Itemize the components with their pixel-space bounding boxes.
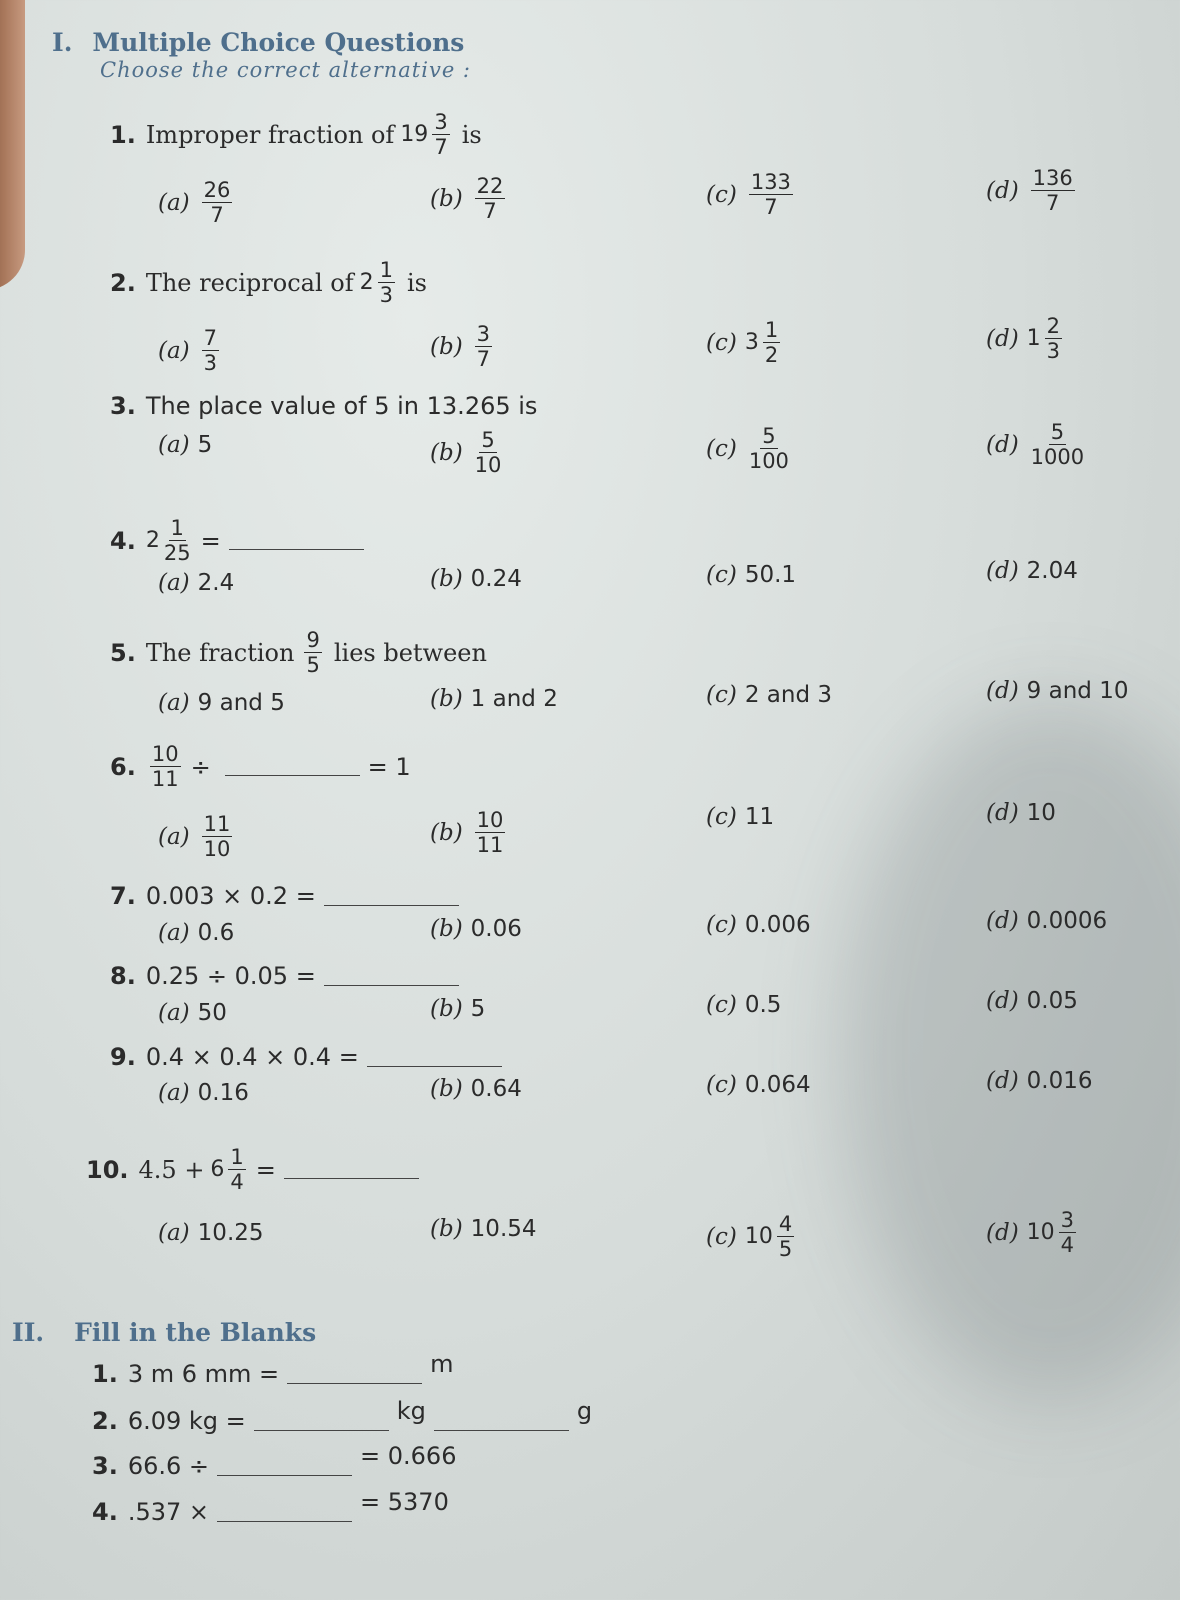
mixed-fraction: [378, 258, 395, 307]
option-c[interactable]: [706, 804, 774, 830]
numerator: 1: [764, 318, 779, 342]
option-a[interactable]: [158, 920, 234, 946]
question-2: [110, 258, 427, 307]
option-label: (b): [430, 185, 463, 212]
option-fraction: [475, 428, 502, 477]
option-d[interactable]: [986, 420, 1088, 469]
question-number: 9.: [110, 1043, 136, 1071]
denominator: 3: [203, 351, 218, 376]
option-c[interactable]: [706, 912, 811, 938]
answer-blank[interactable]: [217, 1457, 352, 1476]
option-label: (d): [986, 678, 1019, 704]
option-a[interactable]: [158, 1080, 249, 1106]
numerator: 26: [203, 178, 231, 202]
option-fraction: [777, 1212, 794, 1261]
option-value: 11: [744, 804, 775, 830]
numerator: 7: [203, 326, 218, 350]
denominator: 7: [210, 203, 224, 228]
option-value: 0.16: [197, 1080, 249, 1106]
numerator: 11: [203, 812, 231, 836]
option-label: (c): [706, 1072, 737, 1098]
question-8: [110, 962, 467, 990]
option-d[interactable]: [986, 800, 1056, 826]
question-text: The place value of 5 in 13.265 is: [145, 392, 538, 420]
option-c[interactable]: [706, 1072, 811, 1098]
option-fraction: [475, 808, 506, 857]
option-value: 2.4: [197, 570, 235, 596]
option-value: 0.64: [470, 1076, 522, 1102]
option-c[interactable]: [706, 424, 793, 473]
option-label: (b): [430, 566, 463, 592]
numerator: 3: [1060, 1208, 1075, 1232]
denominator: 10: [203, 837, 231, 862]
option-fraction: [1031, 166, 1075, 215]
option-a[interactable]: [158, 326, 223, 375]
numerator: 5: [481, 428, 495, 452]
option-label: (d): [986, 908, 1019, 934]
numerator: 5: [1050, 420, 1065, 444]
option-b[interactable]: [430, 1216, 537, 1242]
question-text: lies between: [333, 638, 487, 667]
question-1: [110, 110, 482, 159]
option-fraction: [202, 178, 233, 227]
option-a[interactable]: [158, 812, 236, 861]
option-d[interactable]: [986, 988, 1078, 1014]
answer-blank[interactable]: [367, 1048, 502, 1067]
denominator: 100: [748, 449, 789, 474]
option-fraction: [202, 326, 219, 375]
option-value: 0.006: [744, 912, 811, 938]
section-1-instruction: Choose the correct alternative :: [100, 58, 471, 82]
numerator: 22: [476, 174, 504, 198]
denominator: 10: [474, 453, 502, 478]
question-9: [110, 1043, 510, 1071]
whole-number: 19: [400, 122, 429, 148]
option-label: (c): [706, 992, 737, 1018]
option-value: 0.016: [1026, 1068, 1093, 1094]
question-3: [110, 392, 537, 420]
option-d[interactable]: [986, 1068, 1093, 1094]
section-2-heading: II. Fill in the Blanks: [12, 1318, 317, 1347]
option-b[interactable]: [430, 566, 522, 592]
option-c[interactable]: [706, 1212, 798, 1261]
question-text: is: [406, 268, 427, 297]
answer-blank[interactable]: [324, 967, 459, 986]
fill-item-1: 1. 3 m 6 mm = m: [92, 1350, 454, 1388]
option-c[interactable]: [706, 992, 781, 1018]
answer-blank[interactable]: [254, 1412, 389, 1431]
numerator: 2: [1046, 314, 1061, 338]
option-label: (c): [706, 562, 737, 588]
option-label: (c): [706, 435, 737, 462]
question-text: 0.003 × 0.2 =: [145, 882, 316, 910]
option-label: (a): [158, 1220, 190, 1246]
numerator: 4: [778, 1212, 793, 1236]
section-1-heading: I. Multiple Choice Questions: [52, 28, 465, 57]
option-label: (d): [986, 325, 1019, 352]
option-value: 0.5: [744, 992, 782, 1018]
mixed-fraction: [432, 110, 449, 159]
whole-number: 10: [1026, 1220, 1055, 1246]
denominator: 3: [1046, 339, 1061, 364]
answer-blank[interactable]: [324, 887, 459, 906]
option-b[interactable]: [430, 322, 496, 371]
option-d[interactable]: [986, 558, 1078, 584]
option-fraction: [1059, 1208, 1076, 1257]
fraction: [304, 628, 321, 677]
numerator: 3: [476, 322, 491, 346]
option-value: 5: [470, 996, 486, 1022]
option-fraction: [202, 812, 233, 861]
answer-blank[interactable]: [284, 1160, 419, 1179]
mixed-fraction: [228, 1145, 245, 1194]
option-value: 0.24: [470, 566, 522, 592]
option-label: (d): [986, 800, 1019, 826]
option-label: (a): [158, 690, 190, 716]
denominator: 5: [778, 1237, 793, 1262]
numerator: 10: [476, 808, 504, 832]
option-value: 0.05: [1026, 988, 1078, 1014]
option-value: 0.0006: [1026, 908, 1108, 934]
whole-number: 3: [744, 330, 759, 356]
numerator: 10: [151, 742, 179, 766]
option-b[interactable]: [430, 1076, 522, 1102]
question-number: 3.: [110, 392, 136, 420]
option-fraction: [475, 322, 492, 371]
option-value: 9 and 5: [197, 690, 285, 716]
option-value: 10.54: [470, 1216, 537, 1242]
option-label: (b): [430, 439, 463, 466]
option-c[interactable]: [706, 562, 796, 588]
thumb-finger: [0, 0, 25, 290]
mixed-fraction: [164, 516, 191, 565]
question-number: 5.: [110, 638, 136, 667]
option-a[interactable]: [158, 570, 234, 596]
fill-item-3: 3. 66.6 ÷ = 0.666: [92, 1442, 457, 1480]
option-value: 50: [197, 1000, 227, 1026]
option-d[interactable]: [986, 678, 1128, 704]
denominator: 7: [1046, 191, 1060, 216]
numerator: 3: [434, 110, 448, 134]
option-d[interactable]: [986, 166, 1079, 215]
option-label: (d): [986, 431, 1019, 458]
denominator: 7: [434, 135, 448, 160]
question-7: [110, 882, 467, 910]
question-number: 10.: [86, 1155, 129, 1184]
option-label: (b): [430, 996, 463, 1022]
question-4: [110, 516, 372, 565]
question-text: =: [255, 1155, 276, 1184]
question-text: =: [200, 526, 221, 555]
option-d[interactable]: [986, 314, 1066, 363]
question-6: [110, 742, 411, 791]
option-c[interactable]: [706, 170, 797, 219]
option-d[interactable]: [986, 1208, 1080, 1257]
answer-blank[interactable]: [217, 1503, 352, 1522]
denominator: 11: [476, 833, 504, 858]
question-text: The reciprocal of: [145, 268, 354, 297]
option-fraction: [1045, 314, 1062, 363]
whole-number: 2: [359, 270, 374, 296]
question-text: The fraction: [145, 638, 295, 667]
option-value: 2.04: [1026, 558, 1078, 584]
option-label: (d): [986, 558, 1019, 584]
option-label: (c): [706, 682, 737, 708]
denominator: 5: [306, 653, 320, 678]
answer-blank[interactable]: [229, 531, 364, 550]
denominator: 7: [764, 195, 778, 220]
option-label: (c): [706, 329, 737, 356]
denominator: 7: [476, 347, 491, 372]
question-number: 2.: [110, 268, 136, 297]
whole-number: 1: [1026, 326, 1041, 352]
question-text: is: [461, 120, 482, 149]
option-a[interactable]: [158, 1000, 227, 1026]
option-fraction: [1031, 420, 1084, 469]
option-value: 5: [197, 432, 213, 458]
whole-number: 10: [744, 1224, 773, 1250]
question-number: 8.: [110, 962, 136, 990]
option-label: (c): [706, 804, 737, 830]
answer-blank[interactable]: [434, 1412, 569, 1431]
option-label: (a): [158, 920, 190, 946]
denominator: 1000: [1030, 445, 1085, 470]
option-value: 1 and 2: [470, 686, 558, 712]
option-b[interactable]: [430, 808, 509, 857]
option-value: 10.25: [197, 1220, 264, 1246]
option-value: 10: [1026, 800, 1056, 826]
fill-item-4: 4. .537 × = 5370: [92, 1488, 449, 1526]
fraction: [150, 742, 181, 791]
option-label: (a): [158, 432, 190, 458]
option-label: (b): [430, 333, 463, 360]
numerator: 9: [306, 628, 320, 652]
option-d[interactable]: [986, 908, 1107, 934]
option-value: 9 and 10: [1026, 678, 1129, 704]
whole-number: 2: [145, 528, 160, 554]
denominator: 4: [1060, 1233, 1075, 1258]
answer-blank[interactable]: [287, 1365, 422, 1384]
numerator: 1: [230, 1145, 244, 1169]
option-label: (b): [430, 916, 463, 942]
option-label: (b): [430, 1076, 463, 1102]
option-label: (b): [430, 1216, 463, 1242]
option-label: (a): [158, 189, 190, 216]
numerator: 136: [1032, 166, 1073, 190]
fill-item-2: 2. 6.09 kg = kg g: [92, 1397, 593, 1435]
numerator: 1: [170, 516, 184, 540]
option-a[interactable]: [158, 432, 212, 458]
question-text: 4.5 +: [138, 1155, 205, 1184]
question-text: 0.25 ÷ 0.05 =: [145, 962, 316, 990]
whole-number: 6: [210, 1157, 225, 1183]
option-label: (a): [158, 823, 190, 850]
denominator: 2: [764, 343, 779, 368]
numerator: 1: [379, 258, 393, 282]
option-fraction: [475, 174, 506, 223]
option-a[interactable]: [158, 178, 236, 227]
question-number: 6.: [110, 752, 136, 781]
question-number: 7.: [110, 882, 136, 910]
option-value: 2 and 3: [744, 682, 832, 708]
option-label: (b): [430, 686, 463, 712]
option-c[interactable]: [706, 318, 784, 367]
option-label: (d): [986, 1219, 1019, 1246]
question-text: = 1: [367, 752, 411, 781]
operator: ÷: [190, 752, 211, 781]
denominator: 7: [483, 199, 497, 224]
question-text: 0.4 × 0.4 × 0.4 =: [145, 1043, 359, 1071]
option-label: (d): [986, 1068, 1019, 1094]
numerator: 5: [762, 424, 776, 448]
denominator: 3: [379, 283, 393, 308]
option-label: (a): [158, 1000, 190, 1026]
option-value: 0.064: [744, 1072, 811, 1098]
option-label: (a): [158, 337, 190, 364]
option-label: (a): [158, 1080, 190, 1106]
option-value: 0.6: [197, 920, 235, 946]
option-b[interactable]: [430, 686, 558, 712]
question-5: [110, 628, 487, 677]
option-fraction: [749, 170, 793, 219]
option-fraction: [763, 318, 780, 367]
option-b[interactable]: [430, 174, 509, 223]
denominator: 25: [163, 541, 191, 566]
numerator: 133: [750, 170, 791, 194]
question-text: Improper fraction of: [145, 120, 395, 149]
question-number: 1.: [110, 120, 136, 149]
option-label: (b): [430, 819, 463, 846]
denominator: 4: [230, 1170, 244, 1195]
option-a[interactable]: [158, 690, 285, 716]
question-number: 4.: [110, 526, 136, 555]
question-10: [86, 1145, 427, 1194]
option-c[interactable]: [706, 682, 832, 708]
option-label: (a): [158, 570, 190, 596]
option-label: (d): [986, 177, 1019, 204]
denominator: 11: [151, 767, 179, 792]
option-a[interactable]: [158, 1220, 264, 1246]
option-value: 0.06: [470, 916, 522, 942]
option-b[interactable]: [430, 916, 522, 942]
option-fraction: [749, 424, 789, 473]
option-b[interactable]: [430, 428, 505, 477]
option-label: (c): [706, 912, 737, 938]
option-value: 50.1: [744, 562, 797, 588]
answer-blank[interactable]: [225, 757, 360, 776]
option-label: (c): [706, 1223, 737, 1250]
option-label: (d): [986, 988, 1019, 1014]
option-b[interactable]: [430, 996, 485, 1022]
option-label: (c): [706, 181, 737, 208]
